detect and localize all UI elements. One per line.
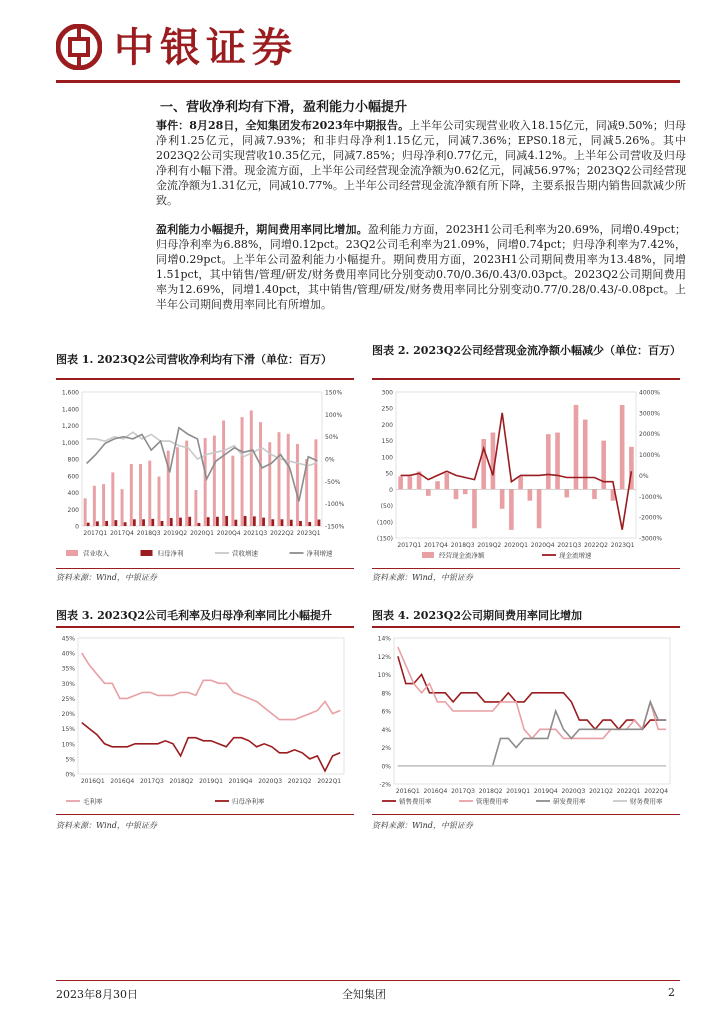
y2-tick-label: 3000% bbox=[639, 410, 660, 418]
operating-cashflow-bar bbox=[500, 489, 505, 508]
y-tick-label: 200 bbox=[381, 421, 393, 429]
operating-cashflow-bar bbox=[574, 405, 579, 489]
y-tick-label: 8% bbox=[381, 690, 391, 698]
net-profit-bar bbox=[188, 517, 191, 526]
operating-cashflow-bar bbox=[620, 405, 625, 489]
y2-tick-label: 2000% bbox=[639, 431, 660, 439]
net-profit-bar bbox=[198, 523, 201, 526]
x-tick-label: 2016Q4 bbox=[110, 778, 135, 785]
figure-3-bottom-rule bbox=[56, 814, 354, 815]
net-profit-bar bbox=[114, 520, 117, 526]
y2-tick-label: -150% bbox=[325, 523, 345, 531]
x-tick-label: 2020Q3 bbox=[561, 788, 586, 795]
x-tick-label: 2020Q1 bbox=[504, 542, 528, 549]
series-line-1 bbox=[82, 723, 340, 771]
x-tick-label: 2023Q1 bbox=[296, 530, 321, 537]
revenue-bar bbox=[102, 484, 105, 526]
header-rule bbox=[56, 80, 680, 83]
revenue-bar bbox=[314, 439, 317, 526]
x-tick-label: 2018Q3 bbox=[450, 542, 475, 549]
figure-4-title: 图表 4. 2023Q2公司期间费用率同比增加 bbox=[372, 609, 582, 622]
figure-2-chart bbox=[372, 382, 680, 564]
y-tick-label: 14% bbox=[377, 635, 391, 643]
x-tick-label: 2020Q3 bbox=[258, 778, 283, 785]
revenue-bar bbox=[121, 489, 124, 526]
y2-tick-label: 150% bbox=[325, 389, 343, 397]
y-tick-label: 600 bbox=[67, 473, 79, 481]
operating-cashflow-bar bbox=[564, 489, 569, 497]
x-tick-label: 2020Q4 bbox=[530, 542, 555, 549]
revenue-bar bbox=[148, 461, 151, 526]
paragraph-body: 盈利能力方面，2023H1公司毛利率为20.69%，同增0.49pct；归母净利率为6.88%，同增0.12pct。23Q2公司毛利率为21.09%，同增0.74pct；归母净利率为7.42%，同增0.29pct。上半年公司盈利能力小幅提升。期间费用方面，2023H1公司期间费用率为13.48%，同增1.51pct，其中销售/管理/研发/财务费用率同比分别变动0.70/0.36/0.43/0.03pct。2023Q2公司期间费用率为12.69%，同增1.40pct，其中销售/管理/研发/财务费用率同比分别变动0.77/0.28/0.43/-0.08pct。上半年公司期间费用率同比有所增加。 bbox=[156, 223, 686, 311]
figure-2-rule bbox=[372, 378, 680, 380]
report-header bbox=[56, 22, 680, 82]
revenue-bar bbox=[84, 498, 87, 526]
legend-label: 毛利率 bbox=[83, 797, 103, 806]
x-tick-label: 2022Q4 bbox=[644, 788, 669, 795]
operating-cashflow-bar bbox=[555, 433, 560, 490]
boc-logo-icon bbox=[56, 24, 102, 70]
y-tick-label: 45% bbox=[61, 635, 75, 643]
net-profit-bar bbox=[133, 519, 136, 526]
x-tick-label: 2021Q3 bbox=[243, 530, 268, 537]
y-tick-label: 25% bbox=[61, 695, 75, 703]
figure-3-rule bbox=[56, 626, 354, 628]
x-tick-label: 2019Q4 bbox=[228, 778, 253, 785]
figure-2-bottom-rule bbox=[372, 568, 680, 569]
y-tick-label: 20% bbox=[61, 711, 75, 719]
y-tick-label: 10% bbox=[61, 741, 75, 749]
y-tick-label: 1,200 bbox=[61, 423, 79, 430]
x-tick-label: 2022Q2 bbox=[270, 530, 294, 537]
net-profit-bar bbox=[142, 519, 145, 526]
net-profit-bar bbox=[216, 517, 219, 526]
y2-tick-label: 100% bbox=[325, 411, 343, 419]
x-tick-label: 2019Q2 bbox=[163, 530, 188, 537]
y-tick-label: 0% bbox=[381, 763, 391, 771]
net-profit-bar bbox=[318, 520, 321, 526]
y-tick-label: 400 bbox=[67, 490, 79, 497]
figure-1-bottom-rule bbox=[56, 568, 354, 569]
revenue-bar bbox=[213, 436, 216, 526]
net-profit-bar bbox=[234, 520, 237, 526]
y-tick-label: 15% bbox=[61, 726, 75, 734]
figure-1-rule bbox=[56, 378, 354, 380]
legend-label: 销售费用率 bbox=[399, 797, 432, 806]
operating-cashflow-bar bbox=[408, 476, 413, 489]
net-profit-bar bbox=[96, 521, 99, 526]
operating-cashflow-bar bbox=[426, 489, 431, 495]
y-tick-label: (150) bbox=[376, 535, 393, 543]
paragraph-lead: 盈利能力小幅提升，期间费用率同比增加。 bbox=[156, 223, 368, 236]
operating-cashflow-bar bbox=[472, 489, 477, 528]
net-profit-bar bbox=[290, 520, 293, 526]
operating-cashflow-bar bbox=[583, 420, 588, 490]
revenue-bar bbox=[158, 477, 161, 526]
x-tick-label: 2020Q4 bbox=[216, 530, 241, 537]
y2-tick-label: 50% bbox=[325, 434, 339, 442]
brand-name: 中银证券 bbox=[114, 25, 298, 71]
x-tick-label: 2016Q1 bbox=[80, 778, 105, 785]
figure-4-bottom-rule bbox=[372, 814, 680, 815]
y2-tick-label: -2000% bbox=[639, 514, 663, 522]
revenue-bar bbox=[296, 444, 299, 526]
x-tick-label: 2020Q1 bbox=[190, 530, 214, 537]
paragraph-lead: 事件：8月28日，全知集团发布2023年中期报告。 bbox=[156, 119, 410, 132]
section-title: 一、营收净利均有下滑，盈利能力小幅提升 bbox=[160, 100, 408, 115]
x-tick-label: 2017Q1 bbox=[397, 542, 422, 549]
x-tick-label: 2017Q3 bbox=[139, 778, 164, 785]
operating-cashflow-bar bbox=[435, 481, 440, 489]
y2-tick-label: -50% bbox=[325, 478, 341, 486]
revenue-bar bbox=[130, 464, 133, 526]
operating-cashflow-bar bbox=[444, 473, 449, 489]
figure-4-chart bbox=[372, 630, 680, 812]
y-tick-label: 0% bbox=[65, 771, 75, 779]
legend-label: 现金流增速 bbox=[559, 551, 592, 560]
revenue-bar bbox=[250, 410, 253, 526]
net-profit-bar bbox=[299, 521, 302, 526]
operating-cashflow-bar bbox=[537, 489, 542, 528]
x-tick-label: 2017Q4 bbox=[110, 530, 134, 537]
net-profit-bar bbox=[105, 521, 108, 526]
operating-cashflow-bar bbox=[528, 489, 533, 500]
figure-2-title: 图表 2. 2023Q2公司经营现金流净额小幅减少（单位：百万） bbox=[372, 344, 681, 357]
legend-label: 经营现金流净额 bbox=[439, 551, 485, 560]
operating-cashflow-bar bbox=[518, 476, 523, 489]
footer-rule bbox=[56, 980, 680, 981]
y-tick-label: 6% bbox=[381, 708, 391, 716]
x-tick-label: 2019Q4 bbox=[533, 788, 558, 795]
y2-tick-label: 4000% bbox=[639, 389, 660, 397]
net-profit-bar bbox=[161, 521, 164, 526]
figure-3-title: 图表 3. 2023Q2公司毛利率及归母净利率同比小幅提升 bbox=[56, 609, 332, 622]
y-tick-label: 100 bbox=[381, 454, 393, 462]
y-tick-label: 5% bbox=[65, 756, 75, 764]
revenue-bar bbox=[194, 490, 197, 526]
legend-label: 管理费用率 bbox=[476, 797, 509, 806]
y2-tick-label: 0% bbox=[325, 456, 335, 464]
paragraph-profitability bbox=[156, 222, 686, 312]
revenue-bar bbox=[231, 456, 234, 526]
y-tick-label: 300 bbox=[381, 389, 393, 397]
x-tick-label: 2023Q1 bbox=[610, 542, 635, 549]
footer-company: 全知集团 bbox=[342, 988, 386, 1001]
x-tick-label: 2016Q1 bbox=[395, 788, 420, 795]
operating-cashflow-bar bbox=[509, 489, 514, 530]
x-tick-label: 2018Q3 bbox=[136, 530, 161, 537]
y-tick-label: 800 bbox=[67, 456, 79, 464]
revenue-bar bbox=[185, 441, 188, 526]
y-tick-label: 0 bbox=[389, 486, 393, 494]
x-tick-label: 2019Q2 bbox=[477, 542, 502, 549]
x-tick-label: 2019Q1 bbox=[199, 778, 223, 785]
y-tick-label: 10% bbox=[377, 672, 391, 679]
series-line-0 bbox=[82, 653, 340, 720]
y-tick-label: (50) bbox=[380, 503, 393, 511]
net-profit-bar bbox=[170, 518, 173, 526]
net-profit-bar bbox=[308, 522, 311, 526]
x-tick-label: 2017Q1 bbox=[83, 530, 108, 537]
x-tick-label: 2018Q2 bbox=[478, 788, 503, 795]
revenue-bar bbox=[204, 438, 207, 526]
y-tick-label: 0 bbox=[75, 523, 79, 531]
legend-swatch bbox=[66, 550, 78, 556]
net-profit-bar bbox=[271, 519, 274, 526]
net-profit-bar bbox=[207, 517, 210, 526]
revenue-bar bbox=[111, 472, 114, 526]
figure-1-chart bbox=[56, 382, 354, 564]
net-profit-bar bbox=[124, 522, 127, 526]
net-profit-bar bbox=[281, 519, 284, 526]
x-tick-label: 2022Q2 bbox=[584, 542, 608, 549]
legend-swatch bbox=[141, 550, 153, 556]
y2-tick-label: -1000% bbox=[639, 493, 663, 501]
x-tick-label: 2021Q3 bbox=[557, 542, 582, 549]
net-profit-bar bbox=[151, 519, 154, 526]
y-tick-label: 4% bbox=[381, 726, 391, 734]
y-tick-label: 250 bbox=[381, 405, 393, 413]
revenue-bar bbox=[241, 417, 244, 526]
cashflow-growth-line bbox=[401, 413, 632, 530]
operating-cashflow-bar bbox=[398, 476, 403, 489]
legend-swatch bbox=[422, 552, 434, 558]
x-tick-label: 2017Q4 bbox=[424, 542, 448, 549]
legend-label: 研发费用率 bbox=[553, 797, 586, 806]
legend-label: 财务费用率 bbox=[630, 797, 663, 806]
net-profit-bar bbox=[262, 518, 265, 526]
y-tick-label: 12% bbox=[377, 653, 391, 661]
footer-date: 2023年8月30日 bbox=[56, 988, 138, 1001]
y2-tick-label: 0% bbox=[639, 472, 649, 480]
figure-4-rule bbox=[372, 626, 680, 628]
y-tick-label: (100) bbox=[376, 519, 393, 527]
legend-label: 净利增速 bbox=[306, 549, 333, 558]
figure-3-source: 资料来源：Wind，中银证券 bbox=[56, 821, 157, 830]
y-tick-label: 150 bbox=[381, 438, 393, 446]
operating-cashflow-bar bbox=[592, 489, 597, 499]
y-tick-label: 50 bbox=[385, 470, 393, 478]
paragraph-event bbox=[156, 118, 686, 208]
y-tick-label: -2% bbox=[379, 781, 391, 789]
y-tick-label: 1,600 bbox=[61, 389, 79, 397]
x-tick-label: 2021Q2 bbox=[589, 788, 613, 795]
y2-tick-label: 1000% bbox=[639, 452, 660, 460]
revenue-bar bbox=[93, 486, 96, 526]
operating-cashflow-bar bbox=[454, 489, 459, 499]
y-tick-label: 1,400 bbox=[61, 406, 79, 414]
figure-1-title: 图表 1. 2023Q2公司营收净利均有下滑（单位：百万） bbox=[56, 353, 332, 366]
revenue-bar bbox=[176, 447, 179, 526]
y-tick-label: 40% bbox=[61, 650, 75, 658]
x-tick-label: 2019Q1 bbox=[506, 788, 531, 795]
net-profit-bar bbox=[253, 516, 256, 526]
legend-label: 营收增速 bbox=[232, 549, 258, 558]
series-line-0 bbox=[398, 656, 666, 729]
net-profit-bar bbox=[225, 516, 228, 526]
operating-cashflow-bar bbox=[463, 489, 468, 494]
legend-label: 营业收入 bbox=[83, 549, 109, 558]
y-tick-label: 2% bbox=[381, 745, 391, 752]
revenue-bar bbox=[278, 432, 281, 526]
net-profit-bar bbox=[244, 516, 247, 526]
series-line-2 bbox=[398, 702, 666, 766]
x-tick-label: 2021Q2 bbox=[287, 778, 312, 785]
revenue-bar bbox=[259, 422, 262, 526]
revenue-bar bbox=[287, 434, 290, 526]
net-profit-bar bbox=[179, 518, 182, 526]
figure-4-source: 资料来源：Wind，中银证券 bbox=[372, 821, 473, 830]
figure-2-source: 资料来源：Wind，中银证券 bbox=[372, 573, 473, 582]
legend-label: 归母净利率 bbox=[232, 797, 265, 806]
y-tick-label: 30% bbox=[61, 680, 75, 688]
operating-cashflow-bar bbox=[546, 434, 551, 489]
figure-1-source: 资料来源：Wind，中银证券 bbox=[56, 573, 157, 582]
y-tick-label: 200 bbox=[67, 506, 79, 514]
x-tick-label: 2022Q1 bbox=[616, 788, 641, 795]
x-tick-label: 2016Q4 bbox=[423, 788, 448, 795]
paragraph-body: 上半年公司实现营业收入18.15亿元，同减9.50%；归母净利1.25亿元，同减7.93%；和非归母净利1.15亿元，同减7.36%；EPS0.18元，同减5.26%。其中2023Q2公司实现营收10.35亿元，同减7.85%；归母净利0.77亿元，同减4.12%。上半年公司营收及归母净利有小幅下滑。现金流方面，上半年公司经营现金流净额为0.62亿元，同减56.97%；2023Q2公司经营现金流净额为1.31亿元，同减10.77%。上半年公司经营现金流净额有所下降，主要系报告期内销售回款减少所致。 bbox=[156, 119, 687, 207]
x-tick-label: 2018Q2 bbox=[169, 778, 194, 785]
x-tick-label: 2017Q3 bbox=[451, 788, 475, 795]
legend-label: 归母净利 bbox=[157, 549, 184, 558]
y2-tick-label: -100% bbox=[325, 501, 345, 509]
x-tick-label: 2022Q1 bbox=[317, 778, 342, 785]
y2-tick-label: -3000% bbox=[639, 535, 663, 543]
footer-page-number: 2 bbox=[668, 986, 675, 999]
plot-frame bbox=[396, 392, 636, 538]
y-tick-label: 35% bbox=[61, 665, 75, 673]
figure-3-chart bbox=[56, 630, 354, 812]
revenue-bar bbox=[139, 464, 142, 526]
y-tick-label: 1,000 bbox=[61, 439, 79, 447]
revenue-bar bbox=[222, 420, 225, 526]
net-profit-bar bbox=[87, 523, 90, 526]
plot-frame bbox=[394, 638, 670, 784]
